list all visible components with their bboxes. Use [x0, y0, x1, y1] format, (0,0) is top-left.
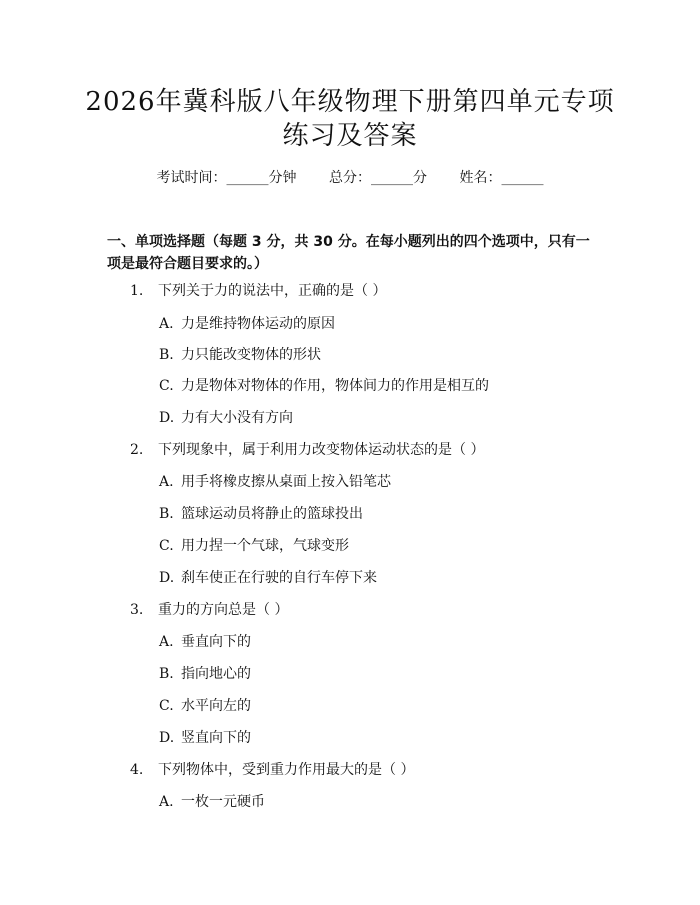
option — [159, 793, 265, 811]
option-letter: D. — [159, 410, 175, 426]
option-text: 力是维持物体运动的原因 — [181, 316, 335, 332]
question — [130, 282, 386, 300]
option-text: 力有大小没有方向 — [181, 410, 293, 426]
title-line-1: 2026年冀科版八年级物理下册第四单元专项 — [85, 87, 615, 117]
option-text: 竖直向下的 — [181, 730, 251, 746]
option — [159, 569, 377, 587]
option-text: 用力捏一个气球，气球变形 — [181, 538, 349, 554]
option — [159, 505, 363, 523]
option-text: 垂直向下的 — [181, 634, 251, 650]
option — [159, 633, 251, 651]
option-letter: A. — [159, 794, 174, 810]
option-text: 水平向左的 — [181, 698, 251, 714]
option-letter: D. — [159, 730, 175, 746]
student-name-field: 姓名：______ — [459, 170, 544, 186]
title-line-2: 练习及答案 — [282, 121, 418, 151]
option-text: 篮球运动员将静止的篮球投出 — [181, 506, 363, 522]
question — [130, 601, 288, 619]
option — [159, 665, 251, 683]
option — [159, 537, 349, 555]
question — [130, 761, 414, 779]
question — [130, 441, 484, 459]
total-score-field: 总分：______分 — [329, 170, 427, 186]
option-text: 一枚一元硬币 — [181, 794, 265, 810]
question-number: 4. — [130, 762, 144, 778]
option — [159, 697, 251, 715]
exam-meta — [0, 169, 700, 187]
question-text: 下列关于力的说法中，正确的是（ ） — [158, 283, 387, 299]
exam-time-field: 考试时间：______分钟 — [156, 170, 297, 186]
question-text: 重力的方向总是（ ） — [158, 602, 289, 618]
option-letter: B. — [159, 506, 174, 522]
question-number: 2. — [130, 442, 144, 458]
option-letter: A. — [159, 316, 174, 332]
question-number: 3. — [130, 602, 144, 618]
option-letter: C. — [159, 698, 174, 714]
option-letter: A. — [159, 634, 174, 650]
option — [159, 346, 321, 364]
question-text: 下列现象中，属于利用力改变物体运动状态的是（ ） — [158, 442, 485, 458]
option-text: 刹车使正在行驶的自行车停下来 — [181, 570, 377, 586]
option-letter: C. — [159, 378, 174, 394]
option — [159, 473, 391, 491]
question-number: 1. — [130, 283, 144, 299]
option-text: 力只能改变物体的形状 — [181, 347, 321, 363]
option-text: 用手将橡皮擦从桌面上按入铅笔芯 — [181, 474, 391, 490]
option — [159, 409, 293, 427]
option-letter: A. — [159, 474, 174, 490]
section-heading: 一、单项选择题（每题 3 分，共 30 分。在每小题列出的四个选项中，只有一项是最符合题目要求的。） — [107, 234, 590, 272]
option-text: 指向地心的 — [181, 666, 251, 682]
option — [159, 377, 489, 395]
option-letter: B. — [159, 666, 174, 682]
option-text: 力是物体对物体的作用，物体间力的作用是相互的 — [181, 378, 489, 394]
question-text: 下列物体中，受到重力作用最大的是（ ） — [158, 762, 415, 778]
option-letter: D. — [159, 570, 175, 586]
option-letter: B. — [159, 347, 174, 363]
option-letter: C. — [159, 538, 174, 554]
option — [159, 315, 335, 333]
option — [159, 729, 251, 747]
